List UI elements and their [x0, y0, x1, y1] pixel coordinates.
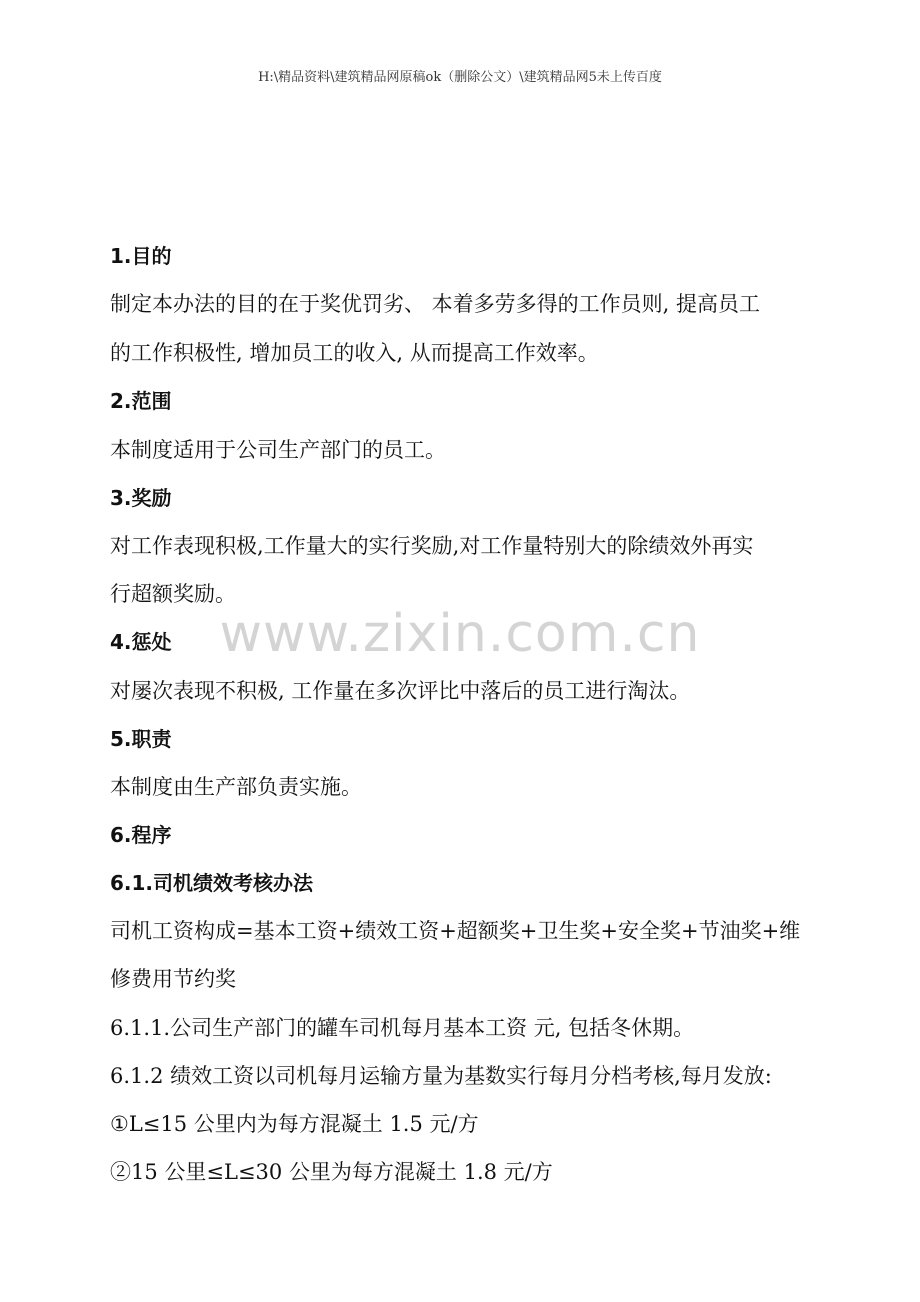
heading-reward: 3.奖励 [110, 486, 172, 510]
watermark: www.zixin.com.cn [219, 604, 701, 664]
procedure-text-line-4: 6.1.2 绩效工资以司机每月运输方量为基数实行每月分档考核,每月发放: [110, 1064, 772, 1088]
heading-duty: 5.职责 [110, 727, 172, 751]
heading-procedure: 6.程序 [110, 823, 172, 847]
document-header-path: H:\精品资料\建筑精品网原稿ok（删除公文）\建筑精品网5未上传百度 [258, 70, 662, 85]
procedure-text-line-1: 司机工资构成=基本工资+绩效工资+超额奖+卫生奖+安全奖+节油奖+维 [110, 919, 801, 943]
subheading-driver-assessment: 6.1.司机绩效考核办法 [110, 871, 314, 895]
purpose-text-line-2: 的工作积极性, 增加员工的收入, 从而提高工作效率。 [110, 341, 599, 365]
heading-scope: 2.范围 [110, 389, 172, 413]
heading-punishment: 4.惩处 [110, 630, 172, 654]
procedure-text-line-3: 6.1.1.公司生产部门的罐车司机每月基本工资 元, 包括冬休期。 [110, 1016, 695, 1040]
purpose-text-line-1: 制定本办法的目的在于奖优罚劣、 本着多劳多得的工作员则, 提高员工 [110, 292, 761, 316]
procedure-text-line-2: 修费用节约奖 [110, 967, 236, 991]
reward-text-line-1: 对工作表现积极,工作量大的实行奖励,对工作量特别大的除绩效外再实 [110, 534, 754, 558]
scope-text-line-1: 本制度适用于公司生产部门的员工。 [110, 438, 446, 462]
procedure-text-line-6: ②15 公里≤L≤30 公里为每方混凝土 1.8 元/方 [110, 1160, 553, 1184]
procedure-text-line-5: ①L≤15 公里内为每方混凝土 1.5 元/方 [110, 1112, 479, 1136]
heading-purpose: 1.目的 [110, 244, 172, 268]
punishment-text-line-1: 对屡次表现不积极, 工作量在多次评比中落后的员工进行淘汰。 [110, 679, 691, 703]
reward-text-line-2: 行超额奖励。 [110, 582, 236, 606]
duty-text-line-1: 本制度由生产部负责实施。 [110, 775, 362, 799]
